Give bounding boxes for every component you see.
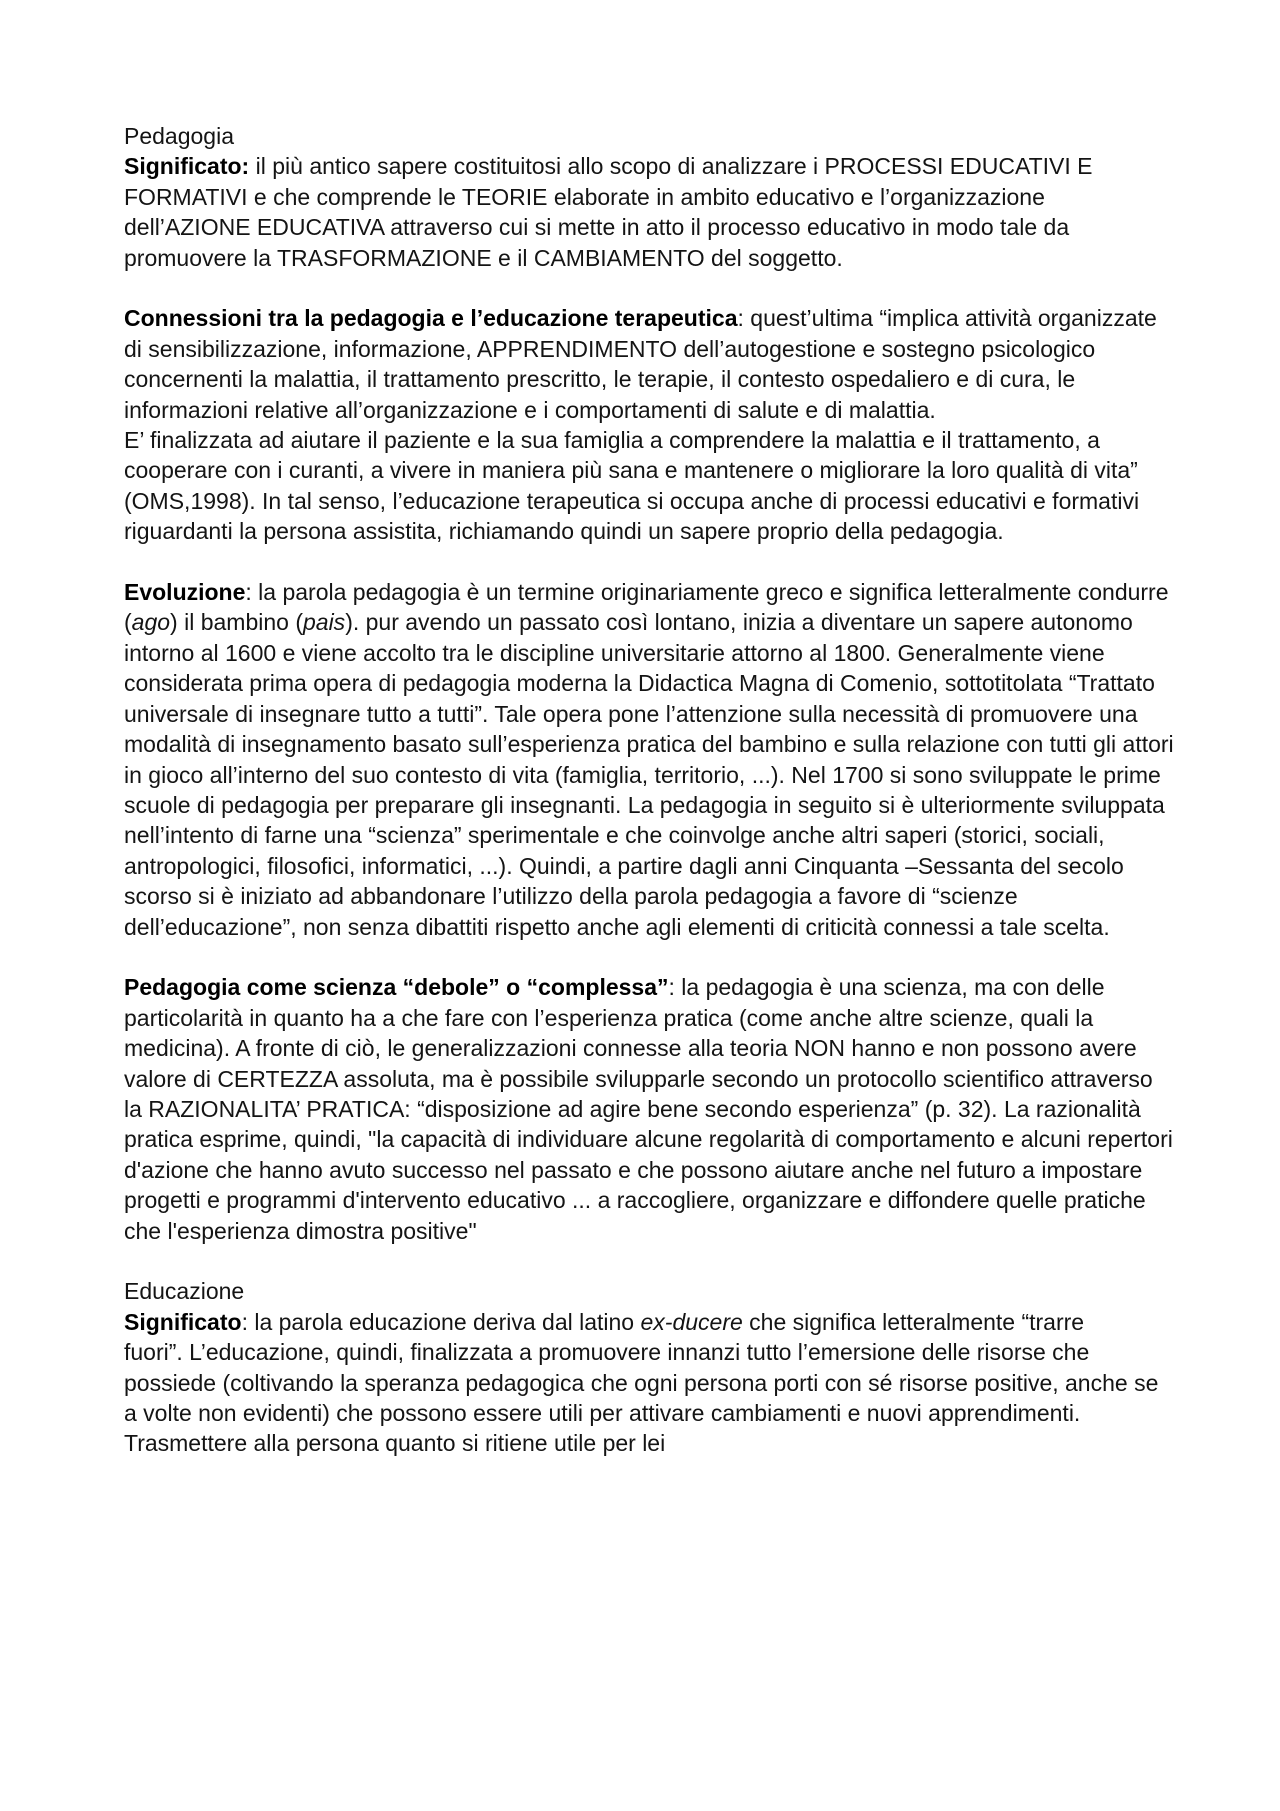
text-scienza: : la pedagogia è una scienza, ma con delle particolarità in quanto ha a che fare con l’esperienza pratica (come anche altre scienze, quali la medicina). A fronte di ciò, le generalizzazioni connesse alla teoria NON hanno e non possono avere valore di CERTEZZA assoluta, ma è possibile svilupparle secondo un protocollo scientifico attraverso la RAZIONALITA’ PRATICA: “disposizione ad agire bene secondo esperienza” (p. 32). La razionalità pratica esprime, quindi, "la capacità di individuare alcune regolarità di comportamento e alcuni repertori d'azione che hanno avuto successo nel passato e che possono aiutare anche nel futuro a impostare progetti e programmi d'intervento educativo ... a raccogliere, organizzare e diffondere quelle pratiche che l'esperienza dimostra positive": [124, 974, 1173, 1244]
section-connessioni: [124, 303, 1174, 546]
label-connessioni: Connessioni tra la pedagogia e l’educazione terapeutica: [124, 305, 738, 332]
label-scienza: Pedagogia come scienza “debole” o “complessa”: [124, 974, 669, 1001]
paragraph-connessioni: [124, 303, 1174, 425]
italic-ex-ducere: ex-ducere: [640, 1308, 743, 1335]
text-significato: il più antico sapere costituitosi allo scopo di analizzare i PROCESSI EDUCATIVI E FORMATIVI e che comprende le TEORIE elaborate in ambito educativo e l’organizzazione dell’AZIONE EDUCATIVA attraverso cui si mette in atto il processo educativo in modo tale da promuovere la TRASFORMAZIONE e il CAMBIAMENTO del soggetto.: [124, 153, 1093, 271]
text-significato-educazione-1: : la parola educazione deriva dal latino: [241, 1308, 641, 1335]
label-significato: Significato:: [124, 153, 250, 180]
label-evoluzione: Evoluzione: [124, 579, 246, 606]
italic-ago: ago: [131, 609, 171, 636]
paragraph-fuori: fuori”. L’educazione, quindi, finalizzata a promuovere innanzi tutto l’emersione delle risorse che possiede (coltivando la speranza pedagogica che ogni persona porti con sé risorse positive, anche se a volte non evidenti) che possono essere utili per attivare cambiamenti e nuovi apprendimenti. Trasmettere alla persona quanto si ritiene utile per lei: [124, 1339, 1159, 1457]
document-page: [124, 121, 1174, 1489]
text-evoluzione-3: ). pur avendo un passato così lontano, inizia a diventare un sapere autonomo intorno al 1600 e viene accolto tra le discipline universitarie attorno al 1800. Generalmente viene considerata prima opera di pedagogia moderna la Didactica Magna di Comenio, sottotitolata “Trattato universale di insegnare tutto a tutti”. Tale opera pone l’attenzione sulla necessità di promuovere una modalità di insegnamento basato sull’esperienza pratica del bambino e sulla relazione con tutti gli attori in gioco all’interno del suo contesto di vita (famiglia, territorio, ...). Nel 1700 si sono sviluppate le prime scuole di pedagogia per preparare gli insegnanti. La pedagogia in seguito si è ulteriormente sviluppata nell’intento di farne una “scienza” sperimentale e che coinvolge anche altri saperi (storici, sociali, antropologici, filosofici, informatici, ...). Quindi, a partire dagli anni Cinquanta –Sessanta del secolo scorso si è iniziato ad abbandonare l’utilizzo della parola pedagogia a favore di “scienze dell’educazione”, non senza dibattiti rispetto anche agli elementi di criticità connessi a tale scelta.: [124, 609, 1174, 940]
section-educazione: [124, 1276, 1174, 1458]
section-title-educazione: Educazione: [124, 1278, 245, 1305]
text-significato-educazione-2: che significa letteralmente “trarre: [742, 1308, 1085, 1335]
paragraph-scienza: [124, 972, 1174, 1246]
text-connessioni: : quest’ultima “implica attività organizzate di sensibilizzazione, informazione, APPRENDIMENTO dell’autogestione e sostegno psicologico concernenti la malattia, il trattamento prescritto, le terapie, il contesto ospedaliero e di cura, le informazioni relative all’organizzazione e i comportamenti di salute e di malattia.: [124, 305, 1157, 423]
section-title-pedagogia: Pedagogia: [124, 123, 234, 149]
section-pedagogia: [124, 121, 1174, 273]
text-evoluzione-2: ) il bambino (: [170, 609, 303, 636]
section-evoluzione: [124, 577, 1174, 942]
paragraph-evoluzione: [124, 577, 1174, 942]
paragraph-finalizzata: E’ finalizzata ad aiutare il paziente e la sua famiglia a comprendere la malattia e il trattamento, a cooperare con i curanti, a vivere in maniera più sana e mantenere o migliorare la loro qualità di vita” (OMS,1998). In tal senso, l’educazione terapeutica si occupa anche di processi educativi e formativi riguardanti la persona assistita, richiamando quindi un sapere proprio della pedagogia.: [124, 427, 1140, 545]
italic-pais: pais: [302, 609, 346, 636]
label-significato-educazione: Significato: [124, 1308, 242, 1335]
section-scienza: [124, 972, 1174, 1246]
paragraph-significato-pedagogia: [124, 151, 1174, 273]
paragraph-significato-educazione: [124, 1307, 1174, 1337]
text-evoluzione-1: : la parola pedagogia è un termine originariamente greco e significa letteralmente condurre (: [124, 579, 1169, 636]
